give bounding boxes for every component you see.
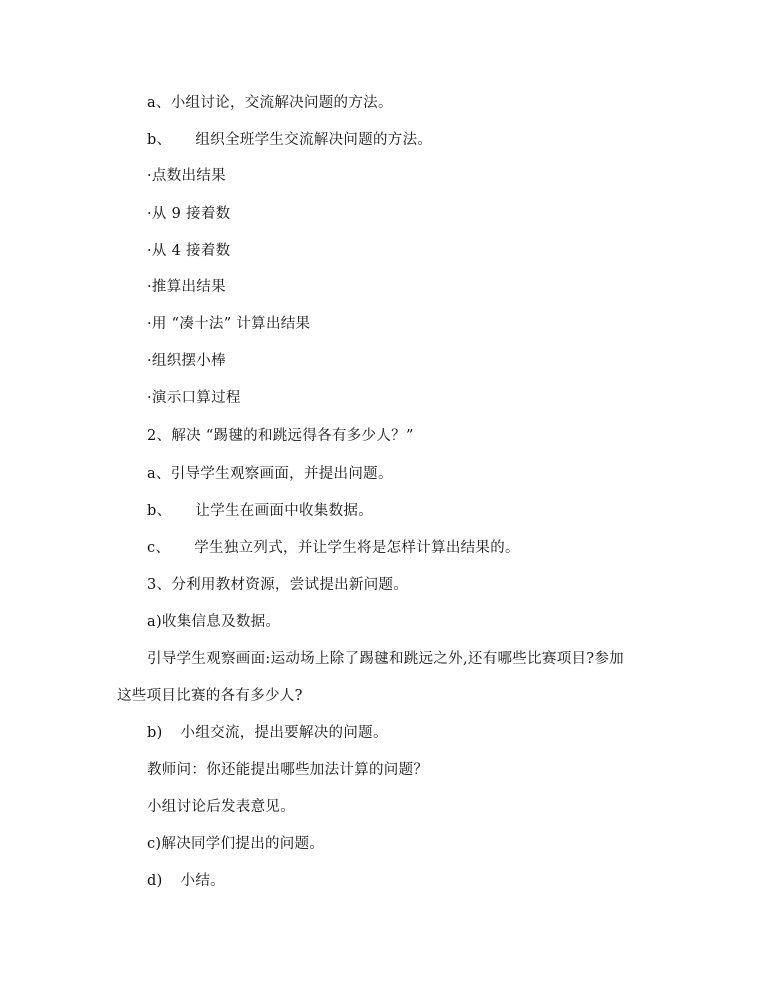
item-marker: a、: [147, 466, 171, 482]
list-item-c-equation: [147, 538, 520, 558]
item-text: 解决同学们提出的问题。: [161, 836, 325, 852]
list-item-d-summary: [147, 871, 225, 891]
item-marker: b、: [147, 503, 172, 519]
item-marker: a、: [147, 95, 171, 111]
method-item-count: [147, 166, 226, 186]
list-item-a-observe: [147, 464, 393, 484]
paragraph-text: 这些项目比赛的各有多少人?: [117, 688, 303, 704]
item-text: 组织全班学生交流解决问题的方法。: [195, 132, 433, 148]
item-marker: d): [147, 873, 163, 889]
list-item-a-discuss: [147, 93, 393, 113]
item-text: 引导学生观察画面，并提出问题。: [170, 466, 393, 482]
method-item-mental-math: [147, 388, 241, 408]
paragraph-observe-line-2: [117, 686, 303, 706]
item-text: 让学生在画面中收集数据。: [195, 503, 373, 519]
item-text: 小组讨论后发表意见。: [147, 799, 295, 815]
item-marker: b): [147, 725, 163, 741]
teacher-question: [147, 760, 428, 780]
list-item-b-class-exchange: [147, 130, 432, 150]
method-item-from-9: [147, 204, 230, 224]
item-text: 小组讨论，交流解决问题的方法。: [170, 95, 393, 111]
method-item-make-ten: [147, 314, 310, 334]
item-text: 2、解决 “踢毽的和跳远得各有多少人？”: [147, 428, 414, 444]
item-text: 小结。: [180, 873, 225, 889]
item-text: 学生独立列式，并让学生将是怎样计算出结果的。: [194, 540, 520, 556]
item-text: 3、分利用教材资源，尝试提出新问题。: [147, 577, 409, 593]
item-text: 教师问：你还能提出哪些加法计算的问题？: [147, 762, 429, 778]
list-item-a-collect-info: [147, 612, 280, 632]
paragraph-text: 引导学生观察画面:运动场上除了踢毽和跳远之外,还有哪些比赛项目?参加: [147, 651, 624, 667]
list-item-b-group-exchange: [147, 723, 388, 743]
item-text: ·从 4 接着数: [147, 243, 231, 259]
section-2-heading: [147, 426, 414, 446]
group-discussion-note: [147, 797, 295, 817]
item-text: ·演示口算过程: [147, 390, 241, 406]
method-item-sticks: [147, 351, 226, 371]
item-marker: c、: [147, 540, 171, 556]
method-item-infer: [147, 277, 226, 297]
item-text: 收集信息及数据。: [161, 614, 281, 630]
section-3-heading: [147, 575, 408, 595]
item-text: ·推算出结果: [147, 279, 226, 295]
list-item-c-solve: [147, 834, 324, 854]
item-text: ·从 9 接着数: [147, 206, 231, 222]
item-text: ·用 “凑十法” 计算出结果: [147, 316, 311, 332]
item-marker: b、: [147, 132, 172, 148]
item-text: ·组织摆小棒: [147, 353, 226, 369]
item-marker: c): [147, 836, 162, 852]
item-text: ·点数出结果: [147, 168, 226, 184]
method-item-from-4: [147, 241, 230, 261]
paragraph-observe-line-1: [147, 649, 624, 669]
list-item-b-collect: [147, 501, 373, 521]
item-text: 小组交流，提出要解决的问题。: [180, 725, 388, 741]
item-marker: a): [147, 614, 162, 630]
